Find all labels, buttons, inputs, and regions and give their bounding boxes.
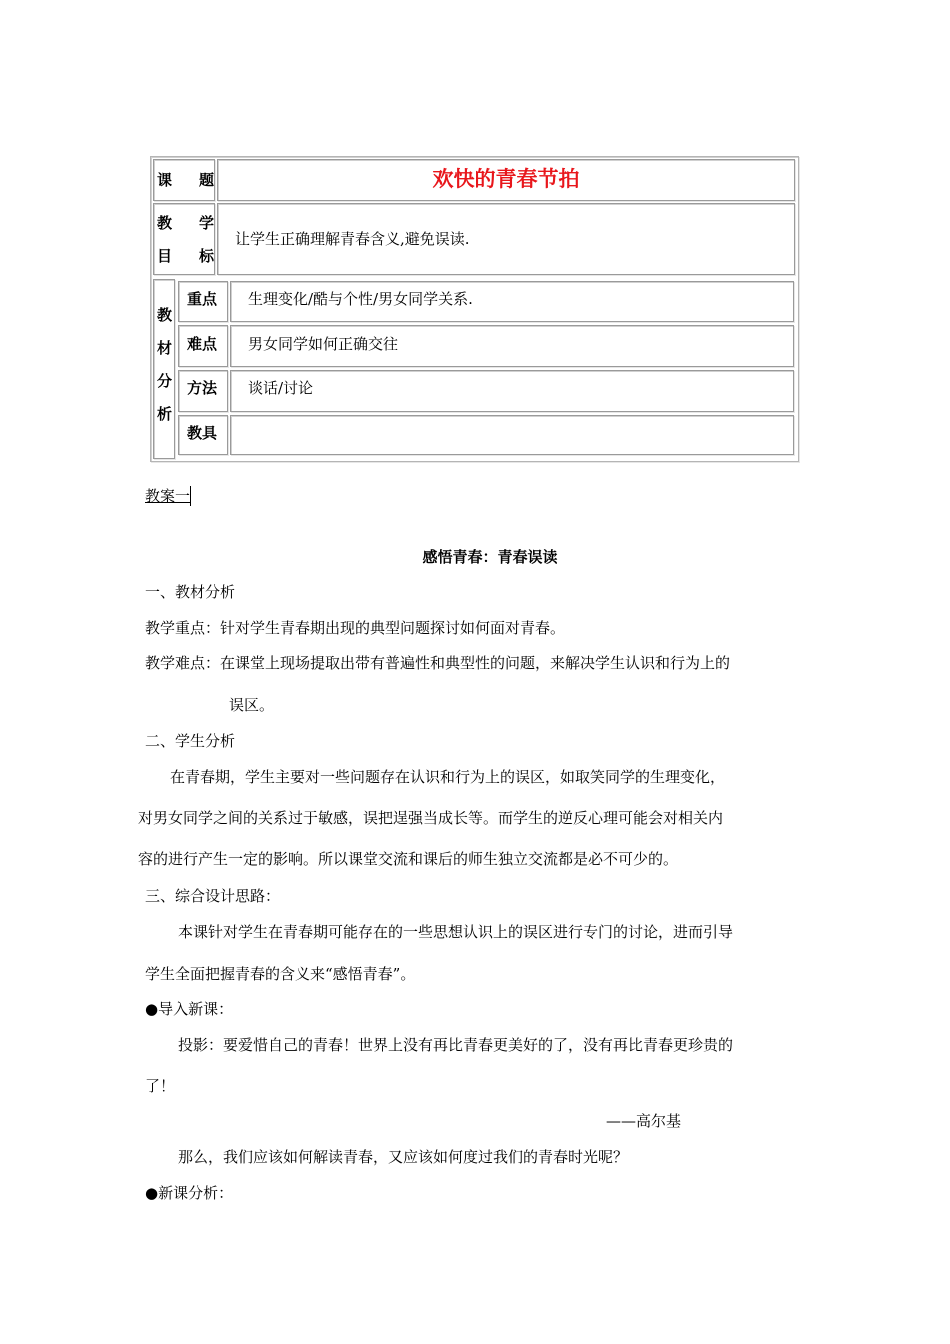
intro-question: 那么，我们应该如何解读青春，又应该如何度过我们的青春时光呢？ [178,1148,629,1166]
analysis-char-4: 析 [157,405,173,423]
teaching-difficulty-line-2: 误区。 [229,696,275,714]
section-1-heading: 一、教材分析 [145,583,236,601]
intro-quote-author: ——高尔基 [606,1112,682,1130]
design-idea-line-1: 本课针对学生在青春期可能存在的一些思想认识上的误区进行专门的讨论，进而引导 [178,923,734,941]
teaching-key-point: 教学重点：针对学生青春期出现的典型问题探讨如何面对青春。 [145,619,566,637]
goal-label-1: 教 [157,214,173,232]
doc-title: 感悟青春：青春误读 [422,548,558,566]
analysis-label [157,299,173,431]
goal-text: 让学生正确理解青春含义,避免误读. [235,230,470,248]
plan-label: 教案一 [145,487,191,505]
design-idea-line-2: 学生全面把握青春的含义来“感悟青春”。 [145,965,416,983]
analysis-char-3: 分 [157,372,173,390]
section-3-heading: 三、综合设计思路： [145,887,281,905]
row-method-label: 方法 [187,379,218,397]
teaching-difficulty-line-1: 教学难点：在课堂上现场提取出带有普遍性和典型性的问题，来解决学生认识和行为上的 [145,654,731,672]
new-lesson-heading: ●新课分析： [145,1184,234,1202]
student-analysis-line-2: 对男女同学之间的关系过于敏感，误把逞强当成长等。而学生的逆反心理可能会对相关内 [138,809,724,827]
row-key-value: 生理变化/酷与个性/男女同学关系. [248,290,473,308]
intro-heading: ●导入新课： [145,1000,234,1018]
row-difficulty-label: 难点 [187,335,218,353]
row-tools-label: 教具 [187,424,218,442]
row-tools-value-cell [230,415,794,455]
analysis-char-2: 材 [157,339,173,357]
intro-quote-line-2: 了！ [145,1077,176,1095]
goal-label-3: 目 [157,247,173,265]
row-difficulty-value: 男女同学如何正确交往 [248,335,399,353]
intro-quote-line-1: 投影：要爱惜自己的青春！世界上没有再比青春更美好的了，没有再比青春更珍贵的 [178,1036,734,1054]
student-analysis-line-1: 在青春期，学生主要对一些问题存在认识和行为上的误区，如取笑同学的生理变化， [170,768,726,786]
subject-label-1: 课 [157,171,173,189]
row-method-value-cell [230,370,794,412]
goal-label-2: 学 [199,214,215,232]
row-method-value: 谈话/讨论 [248,379,314,397]
lesson-title: 欢快的青春节拍 [432,167,580,191]
analysis-char-1: 教 [157,306,173,324]
goal-label-4: 标 [199,247,215,265]
section-2-heading: 二、学生分析 [145,732,236,750]
subject-label-2: 题 [199,171,215,189]
row-key-label: 重点 [187,290,218,308]
student-analysis-line-3: 容的进行产生一定的影响。所以课堂交流和课后的师生独立交流都是必不可少的。 [138,850,679,868]
